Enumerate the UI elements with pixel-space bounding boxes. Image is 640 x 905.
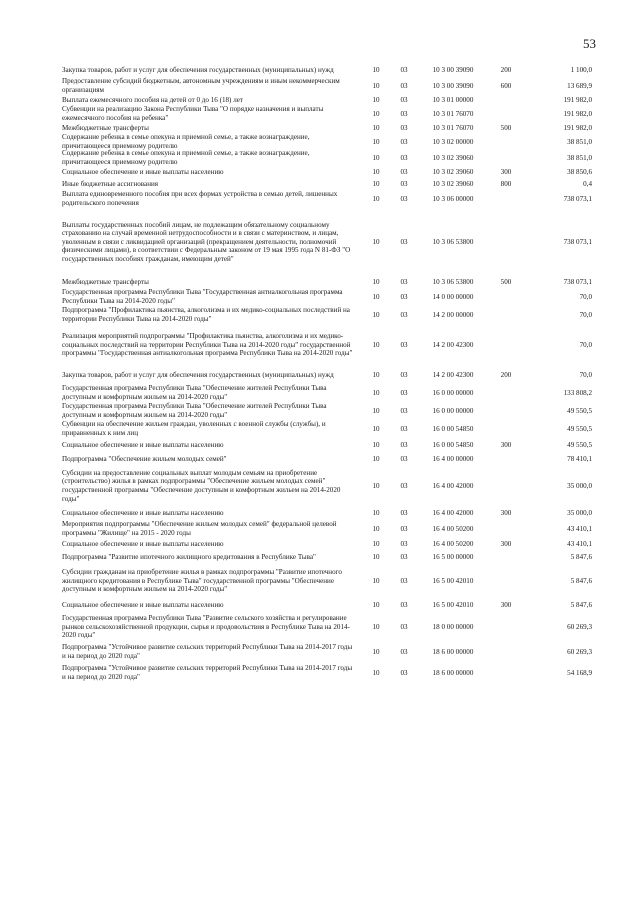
row-subsection-cell: 03 <box>400 153 408 162</box>
row-subsection-cell: 03 <box>400 109 408 118</box>
row-name-cell: Субвенции на реализацию Закона Республики Тыва "О порядке назначения и выплаты ежемесячного пособия на ребенка" <box>62 105 324 122</box>
row-expense-type-cell: 200 <box>500 65 512 74</box>
row-name-cell: Социальное обеспечение и иные выплаты населению <box>62 167 224 176</box>
row-name-cell: Социальное обеспечение и иные выплаты населению <box>62 600 224 609</box>
row-amount-cell: 60 269,3 <box>567 622 592 631</box>
row-amount-cell: 13 689,9 <box>567 81 592 90</box>
row-subsection-cell: 03 <box>400 552 408 561</box>
row-section-cell: 10 <box>372 95 380 104</box>
row-name-cell: Субвенции на обеспечение жильем граждан, уволенных с военной службы (службы), и приравненных к ним лиц <box>62 420 326 437</box>
table-row <box>62 178 592 190</box>
row-section-cell: 10 <box>372 576 380 585</box>
row-name-cell: Государственная программа Республики Тыва "Обеспечение жителей Республики Тыва доступным и комфортным жильем на 2014-2020 годы" <box>62 384 327 401</box>
row-name-cell: Подпрограмма "Развитие ипотечного жилищного кредитования в Республике Тыва" <box>62 552 316 561</box>
row-subsection-cell: 03 <box>400 137 408 146</box>
row-expense-type-cell: 300 <box>500 508 512 517</box>
row-target-article-cell: 14 2 00 00000 <box>432 310 474 319</box>
row-target-article-cell: 10 3 01 76070 <box>432 109 474 118</box>
row-amount-cell: 49 550,5 <box>567 424 592 433</box>
table-row <box>62 78 592 94</box>
row-name-cell: Предоставление субсидий бюджетным, автономным учреждениям и иным некоммерческим организациям <box>62 77 340 94</box>
row-target-article-cell: 16 5 00 42010 <box>432 600 474 609</box>
row-section-cell: 10 <box>372 508 380 517</box>
row-subsection-cell: 03 <box>400 95 408 104</box>
row-target-article-cell: 10 3 06 53800 <box>432 277 474 286</box>
row-section-cell: 10 <box>372 237 380 246</box>
row-subsection-cell: 03 <box>400 277 408 286</box>
table-row <box>62 62 592 78</box>
row-name-cell: Закупка товаров, работ и услуг для обеспечения государственных (муниципальных) нужд <box>62 370 334 379</box>
row-expense-type-cell: 500 <box>500 123 512 132</box>
row-amount-cell: 43 410,1 <box>567 524 592 533</box>
row-target-article-cell: 10 3 01 76070 <box>432 123 474 132</box>
row-section-cell: 10 <box>372 123 380 132</box>
row-section-cell: 10 <box>372 388 380 397</box>
row-name-cell: Субсидии гражданам на приобретение жилья в рамках подпрограммы "Развитие ипотечного жилищного кредитования в Республике Тыва" государственной программы "Обеспечение доступным и комфортным жильем на 2014-2020 годы" <box>62 568 342 594</box>
row-target-article-cell: 14 2 00 42300 <box>432 340 474 349</box>
row-section-cell: 10 <box>372 81 380 90</box>
row-section-cell: 10 <box>372 109 380 118</box>
row-subsection-cell: 03 <box>400 508 408 517</box>
row-amount-cell: 0,4 <box>583 179 592 188</box>
row-section-cell: 10 <box>372 406 380 415</box>
table-row <box>62 598 592 612</box>
table-row <box>62 288 592 306</box>
row-target-article-cell: 18 6 00 00000 <box>432 668 474 677</box>
row-subsection-cell: 03 <box>400 194 408 203</box>
row-section-cell: 10 <box>372 440 380 449</box>
table-row <box>62 122 592 134</box>
row-amount-cell: 191 982,0 <box>563 95 592 104</box>
row-amount-cell: 38 851,0 <box>567 137 592 146</box>
row-section-cell: 10 <box>372 292 380 301</box>
table-row <box>62 642 592 662</box>
row-subsection-cell: 03 <box>400 576 408 585</box>
row-section-cell: 10 <box>372 65 380 74</box>
row-name-cell: Иные бюджетные ассигнования <box>62 179 159 188</box>
row-amount-cell: 60 269,3 <box>567 647 592 656</box>
row-expense-type-cell: 300 <box>500 440 512 449</box>
row-section-cell: 10 <box>372 552 380 561</box>
row-amount-cell: 5 847,6 <box>570 552 592 561</box>
row-expense-type-cell: 500 <box>500 277 512 286</box>
row-amount-cell: 133 808,2 <box>563 388 592 397</box>
table-row <box>62 324 592 366</box>
row-target-article-cell: 18 0 00 00000 <box>432 622 474 631</box>
table-row <box>62 662 592 684</box>
row-name-cell: Выплата ежемесячного пособия на детей от 0 до 16 (18) лет <box>62 95 243 104</box>
row-target-article-cell: 16 5 00 00000 <box>432 552 474 561</box>
row-section-cell: 10 <box>372 454 380 463</box>
row-name-cell: Социальное обеспечение и иные выплаты населению <box>62 539 224 548</box>
row-subsection-cell: 03 <box>400 123 408 132</box>
row-name-cell: Подпрограмма "Обеспечение жильем молодых семей" <box>62 454 227 463</box>
row-subsection-cell: 03 <box>400 481 408 490</box>
row-name-cell: Содержание ребенка в семье опекуна и приемной семье, а также вознаграждение, причитающееся приемному родителю <box>62 149 310 166</box>
row-target-article-cell: 16 4 00 50200 <box>432 539 474 548</box>
row-expense-type-cell: 200 <box>500 370 512 379</box>
row-section-cell: 10 <box>372 153 380 162</box>
row-section-cell: 10 <box>372 310 380 319</box>
row-subsection-cell: 03 <box>400 310 408 319</box>
row-target-article-cell: 14 0 00 00000 <box>432 292 474 301</box>
row-section-cell: 10 <box>372 647 380 656</box>
row-amount-cell: 54 168,9 <box>567 668 592 677</box>
table-row <box>62 190 592 208</box>
table-row <box>62 402 592 420</box>
row-name-cell: Государственная программа Республики Тыва "Обеспечение жителей Республики Тыва доступным и комфортным жильем на 2014-2020 годы" <box>62 402 327 419</box>
table-row <box>62 384 592 402</box>
page-number: 53 <box>583 36 596 51</box>
row-name-cell: Социальное обеспечение и иные выплаты населению <box>62 440 224 449</box>
row-name-cell: Субсидии на предоставление социальных выплат молодым семьям на приобретение (строительство) жилья в рамках подпрограммы "Обеспечение жильем молодых семей" государственной программы "Обеспечение доступным и комфортным жильем на 2014-2020 годы" <box>62 468 341 503</box>
row-target-article-cell: 10 3 02 39060 <box>432 167 474 176</box>
table-row <box>62 150 592 166</box>
row-amount-cell: 38 851,0 <box>567 153 592 162</box>
table-row <box>62 366 592 384</box>
table-row <box>62 520 592 538</box>
row-target-article-cell: 16 4 00 50200 <box>432 524 474 533</box>
table-row <box>62 306 592 324</box>
row-name-cell: Межбюджетные трансферты <box>62 123 149 132</box>
row-subsection-cell: 03 <box>400 340 408 349</box>
row-amount-cell: 738 073,1 <box>563 277 592 286</box>
row-target-article-cell: 10 3 00 39090 <box>432 65 474 74</box>
budget-table <box>62 62 592 684</box>
row-target-article-cell: 16 4 00 42000 <box>432 481 474 490</box>
row-subsection-cell: 03 <box>400 179 408 188</box>
row-subsection-cell: 03 <box>400 81 408 90</box>
row-section-cell: 10 <box>372 179 380 188</box>
row-amount-cell: 70,0 <box>579 370 592 379</box>
row-amount-cell: 43 410,1 <box>567 539 592 548</box>
row-amount-cell: 70,0 <box>579 340 592 349</box>
row-amount-cell: 78 410,1 <box>567 454 592 463</box>
table-row <box>62 538 592 550</box>
row-name-cell: Содержание ребенка в семье опекуна и приемной семье, а также вознаграждение, причитающееся приемному родителю <box>62 133 310 150</box>
table-row <box>62 466 592 506</box>
table-row <box>62 438 592 452</box>
row-name-cell: Государственная программа Республики Тыва "Развитие сельского хозяйства и регулирование рынков сельскохозяйственной продукции, сырья и продовольствия в Республике Тыва на 2014-2020 годы" <box>62 614 350 640</box>
row-section-cell: 10 <box>372 524 380 533</box>
row-target-article-cell: 10 3 06 53800 <box>432 237 474 246</box>
row-amount-cell: 49 550,5 <box>567 440 592 449</box>
row-target-article-cell: 16 0 00 00000 <box>432 406 474 415</box>
row-name-cell: Выплаты государственных пособий лицам, не подлежащим обязательному социальному страхованию на случай временной нетрудоспособности и в связи с материнством, и лицам, уволенным в связи с ликвидацией организаций (прекращением деятельности, полномочий физическими лицами), в соответствии с Федеральным законом от 19 мая 1995 года N 81-ФЗ "О государственных пособиях гражданам, имеющим детей" <box>62 220 351 263</box>
row-target-article-cell: 10 3 02 39060 <box>432 153 474 162</box>
row-subsection-cell: 03 <box>400 406 408 415</box>
row-name-cell: Межбюджетные трансферты <box>62 277 149 286</box>
table-row <box>62 564 592 598</box>
row-target-article-cell: 10 3 02 39060 <box>432 179 474 188</box>
row-subsection-cell: 03 <box>400 65 408 74</box>
row-section-cell: 10 <box>372 167 380 176</box>
row-amount-cell: 191 982,0 <box>563 123 592 132</box>
row-section-cell: 10 <box>372 424 380 433</box>
row-subsection-cell: 03 <box>400 524 408 533</box>
row-amount-cell: 35 000,0 <box>567 508 592 517</box>
row-subsection-cell: 03 <box>400 167 408 176</box>
row-name-cell: Мероприятия подпрограммы "Обеспечение жильем молодых семей" федеральной целевой программы "Жилище" на 2015 - 2020 годы <box>62 520 337 537</box>
table-row <box>62 452 592 466</box>
row-amount-cell: 49 550,5 <box>567 406 592 415</box>
row-subsection-cell: 03 <box>400 539 408 548</box>
table-row <box>62 106 592 122</box>
row-section-cell: 10 <box>372 668 380 677</box>
row-expense-type-cell: 300 <box>500 167 512 176</box>
row-amount-cell: 738 073,1 <box>563 194 592 203</box>
row-name-cell: Подпрограмма "Профилактика пьянства, алкоголизма и их медико-социальных последствий на территории Республики Тыва на 2014-2020 годы" <box>62 306 350 323</box>
table-row <box>62 420 592 438</box>
table-row <box>62 612 592 642</box>
row-name-cell: Социальное обеспечение и иные выплаты населению <box>62 508 224 517</box>
row-target-article-cell: 18 6 00 00000 <box>432 647 474 656</box>
row-subsection-cell: 03 <box>400 647 408 656</box>
row-subsection-cell: 03 <box>400 454 408 463</box>
table-row <box>62 94 592 106</box>
row-amount-cell: 38 850,6 <box>567 167 592 176</box>
row-target-article-cell: 16 5 00 42010 <box>432 576 474 585</box>
row-target-article-cell: 14 2 00 42300 <box>432 370 474 379</box>
row-target-article-cell: 16 4 00 00000 <box>432 454 474 463</box>
row-name-cell: Закупка товаров, работ и услуг для обеспечения государственных (муниципальных) нужд <box>62 65 334 74</box>
row-section-cell: 10 <box>372 539 380 548</box>
row-amount-cell: 191 982,0 <box>563 109 592 118</box>
row-subsection-cell: 03 <box>400 622 408 631</box>
row-target-article-cell: 10 3 06 00000 <box>432 194 474 203</box>
row-section-cell: 10 <box>372 370 380 379</box>
row-expense-type-cell: 600 <box>500 81 512 90</box>
row-name-cell: Выплата единовременного пособия при всех формах устройства в семью детей, лишенных родительского попечения <box>62 190 338 207</box>
row-subsection-cell: 03 <box>400 600 408 609</box>
row-subsection-cell: 03 <box>400 370 408 379</box>
row-section-cell: 10 <box>372 481 380 490</box>
row-subsection-cell: 03 <box>400 388 408 397</box>
row-amount-cell: 70,0 <box>579 292 592 301</box>
row-target-article-cell: 16 4 00 42000 <box>432 508 474 517</box>
row-subsection-cell: 03 <box>400 292 408 301</box>
row-target-article-cell: 16 0 00 00000 <box>432 388 474 397</box>
table-row <box>62 166 592 178</box>
table-row <box>62 208 592 276</box>
row-subsection-cell: 03 <box>400 440 408 449</box>
row-subsection-cell: 03 <box>400 424 408 433</box>
table-row <box>62 276 592 288</box>
row-name-cell: Государственная программа Республики Тыва "Государственная антиалкогольная программа Республики Тыва на 2014-2020 годы" <box>62 288 343 305</box>
row-target-article-cell: 16 0 00 54850 <box>432 424 474 433</box>
row-amount-cell: 738 073,1 <box>563 237 592 246</box>
row-section-cell: 10 <box>372 137 380 146</box>
row-section-cell: 10 <box>372 600 380 609</box>
row-target-article-cell: 10 3 02 00000 <box>432 137 474 146</box>
row-amount-cell: 5 847,6 <box>570 576 592 585</box>
row-amount-cell: 5 847,6 <box>570 600 592 609</box>
row-section-cell: 10 <box>372 622 380 631</box>
row-target-article-cell: 10 3 00 39090 <box>432 81 474 90</box>
row-name-cell: Реализация мероприятий подпрограммы "Профилактика пьянства, алкоголизма и их медико-социальных последствий на территории Республики Тыва на 2014-2020 годы" государственной программы "Государственная антиалкогольная программа Республики Тыва на 2014-2020 годы" <box>62 332 353 358</box>
row-expense-type-cell: 800 <box>500 179 512 188</box>
row-name-cell: Подпрограмма "Устойчивое развитие сельских территорий Республики Тыва на 2014-2017 годы и на период до 2020 года" <box>62 643 353 660</box>
table-row <box>62 134 592 150</box>
row-amount-cell: 35 000,0 <box>567 481 592 490</box>
row-name-cell: Подпрограмма "Устойчивое развитие сельских территорий Республики Тыва на 2014-2017 годы и на период до 2020 года" <box>62 664 353 681</box>
row-section-cell: 10 <box>372 340 380 349</box>
row-subsection-cell: 03 <box>400 668 408 677</box>
row-subsection-cell: 03 <box>400 237 408 246</box>
row-amount-cell: 70,0 <box>579 310 592 319</box>
row-amount-cell: 1 100,0 <box>570 65 592 74</box>
row-expense-type-cell: 300 <box>500 600 512 609</box>
row-target-article-cell: 10 3 01 00000 <box>432 95 474 104</box>
table-row <box>62 550 592 564</box>
table-row <box>62 506 592 520</box>
row-target-article-cell: 16 0 00 54850 <box>432 440 474 449</box>
row-section-cell: 10 <box>372 194 380 203</box>
row-expense-type-cell: 300 <box>500 539 512 548</box>
row-section-cell: 10 <box>372 277 380 286</box>
